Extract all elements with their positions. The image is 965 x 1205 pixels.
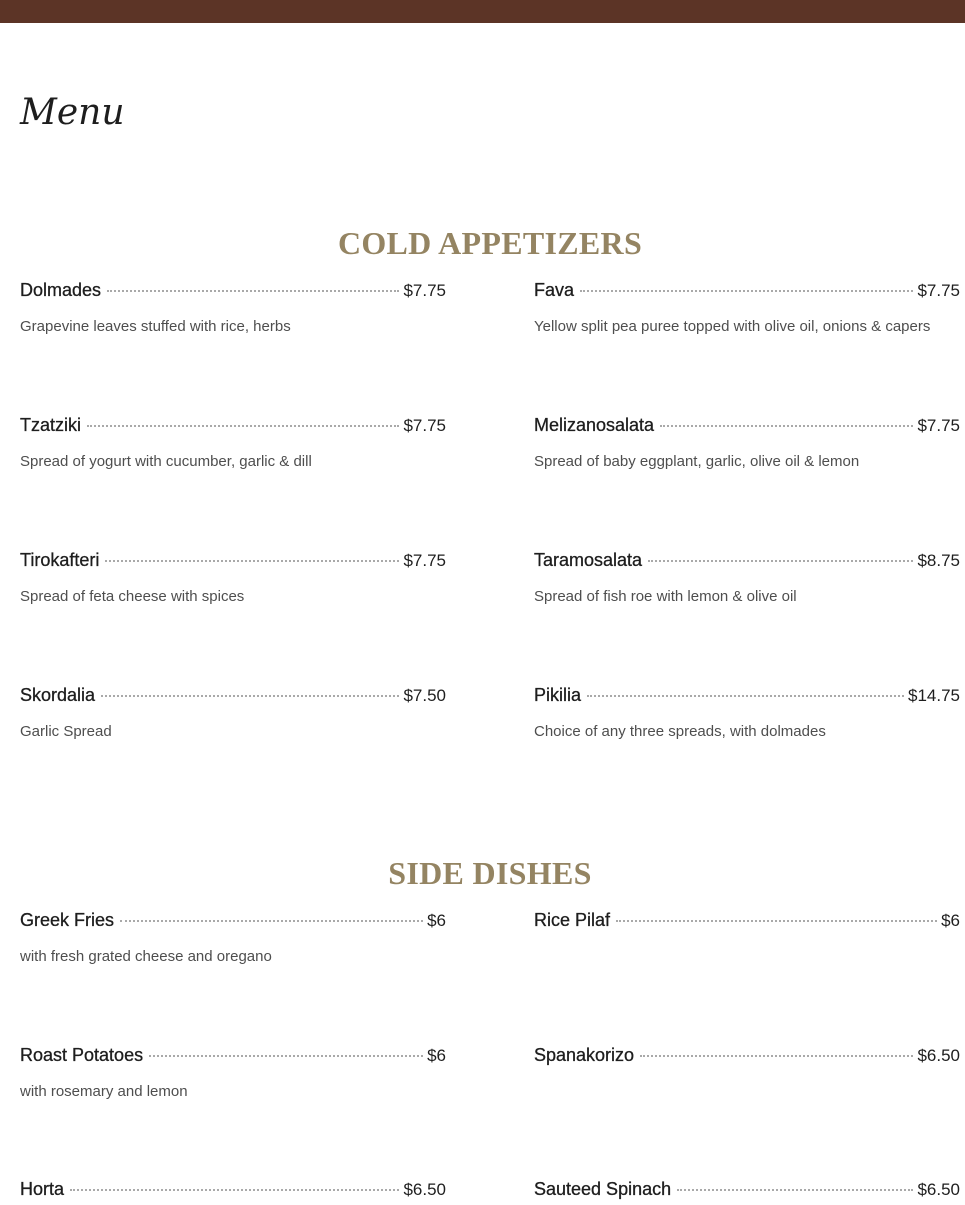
menu-item-dolmades: [20, 280, 446, 335]
item-name: Melizanosalata: [534, 415, 655, 435]
menu-item-spanakorizo: [534, 1045, 960, 1071]
dot-leader: [105, 560, 399, 562]
item-price: $6.50: [917, 1180, 960, 1199]
item-name: Roast Potatoes: [20, 1045, 144, 1065]
item-price: $8.75: [917, 551, 960, 570]
dot-leader: [87, 425, 399, 427]
item-description: Spread of baby eggplant, garlic, olive oil & lemon: [534, 453, 860, 470]
menu-item-fava: [534, 280, 960, 335]
item-name: Pikilia: [534, 685, 582, 705]
item-name: Skordalia: [20, 685, 96, 705]
dot-leader: [101, 695, 399, 697]
dot-leader: [70, 1189, 399, 1191]
dot-leader: [120, 920, 423, 922]
item-name: Fava: [534, 280, 575, 300]
dot-leader: [677, 1189, 913, 1191]
item-price: $6: [427, 911, 446, 930]
item-description: Spread of fish roe with lemon & olive oil: [534, 588, 797, 605]
item-description: Garlic Spread: [20, 723, 112, 740]
item-price: $14.75: [908, 686, 960, 705]
item-name: Sauteed Spinach: [534, 1179, 672, 1199]
menu-item-horta: [20, 1179, 446, 1205]
menu-item-taramosalata: [534, 550, 960, 605]
menu-item-sauteed-spinach: [534, 1179, 960, 1205]
dot-leader: [660, 425, 913, 427]
item-price: $7.75: [917, 416, 960, 435]
item-description: Yellow split pea puree topped with olive oil, onions & capers: [534, 318, 931, 335]
item-name: Greek Fries: [20, 910, 115, 930]
section-title-side-dishes: SIDE DISHES: [388, 855, 592, 891]
item-price: $7.75: [403, 281, 446, 300]
item-name: Tirokafteri: [20, 550, 100, 570]
item-price: $7.75: [403, 551, 446, 570]
item-price: $7.75: [917, 281, 960, 300]
item-price: $6.50: [403, 1180, 446, 1199]
menu-item-rice-pilaf: [534, 910, 960, 936]
item-price: $6: [427, 1046, 446, 1065]
item-name: Horta: [20, 1179, 65, 1199]
dot-leader: [580, 290, 913, 292]
item-description: with fresh grated cheese and oregano: [20, 948, 272, 965]
item-description: Choice of any three spreads, with dolmades: [534, 723, 826, 740]
section-title-cold-appetizers: COLD APPETIZERS: [337, 225, 643, 261]
menu-item-pikilia: [534, 685, 960, 740]
item-name: Spanakorizo: [534, 1045, 635, 1065]
item-name: Taramosalata: [534, 550, 643, 570]
dot-leader: [648, 560, 913, 562]
menu-item-melizanosalata: [534, 415, 960, 470]
dot-leader: [587, 695, 904, 697]
item-price: $7.50: [403, 686, 446, 705]
dot-leader: [616, 920, 937, 922]
dot-leader: [149, 1055, 423, 1057]
item-name: Rice Pilaf: [534, 910, 611, 930]
item-name: Dolmades: [20, 280, 102, 300]
item-price: $6: [941, 911, 960, 930]
page-title: Menu: [20, 92, 125, 133]
menu-item-greek-fries: [20, 910, 446, 965]
item-description: with rosemary and lemon: [20, 1083, 188, 1100]
top-bar: [0, 0, 965, 23]
menu-item-tirokafteri: [20, 550, 446, 605]
item-description: Spread of yogurt with cucumber, garlic & dill: [20, 453, 312, 470]
dot-leader: [107, 290, 399, 292]
item-description: Spread of feta cheese with spices: [20, 588, 245, 605]
menu-item-skordalia: [20, 685, 446, 740]
menu-item-tzatziki: [20, 415, 446, 470]
item-name: Tzatziki: [20, 415, 82, 435]
item-description: Grapevine leaves stuffed with rice, herbs: [20, 318, 291, 335]
item-price: $6.50: [917, 1046, 960, 1065]
item-price: $7.75: [403, 416, 446, 435]
dot-leader: [640, 1055, 913, 1057]
menu-item-roast-potatoes: [20, 1045, 446, 1100]
